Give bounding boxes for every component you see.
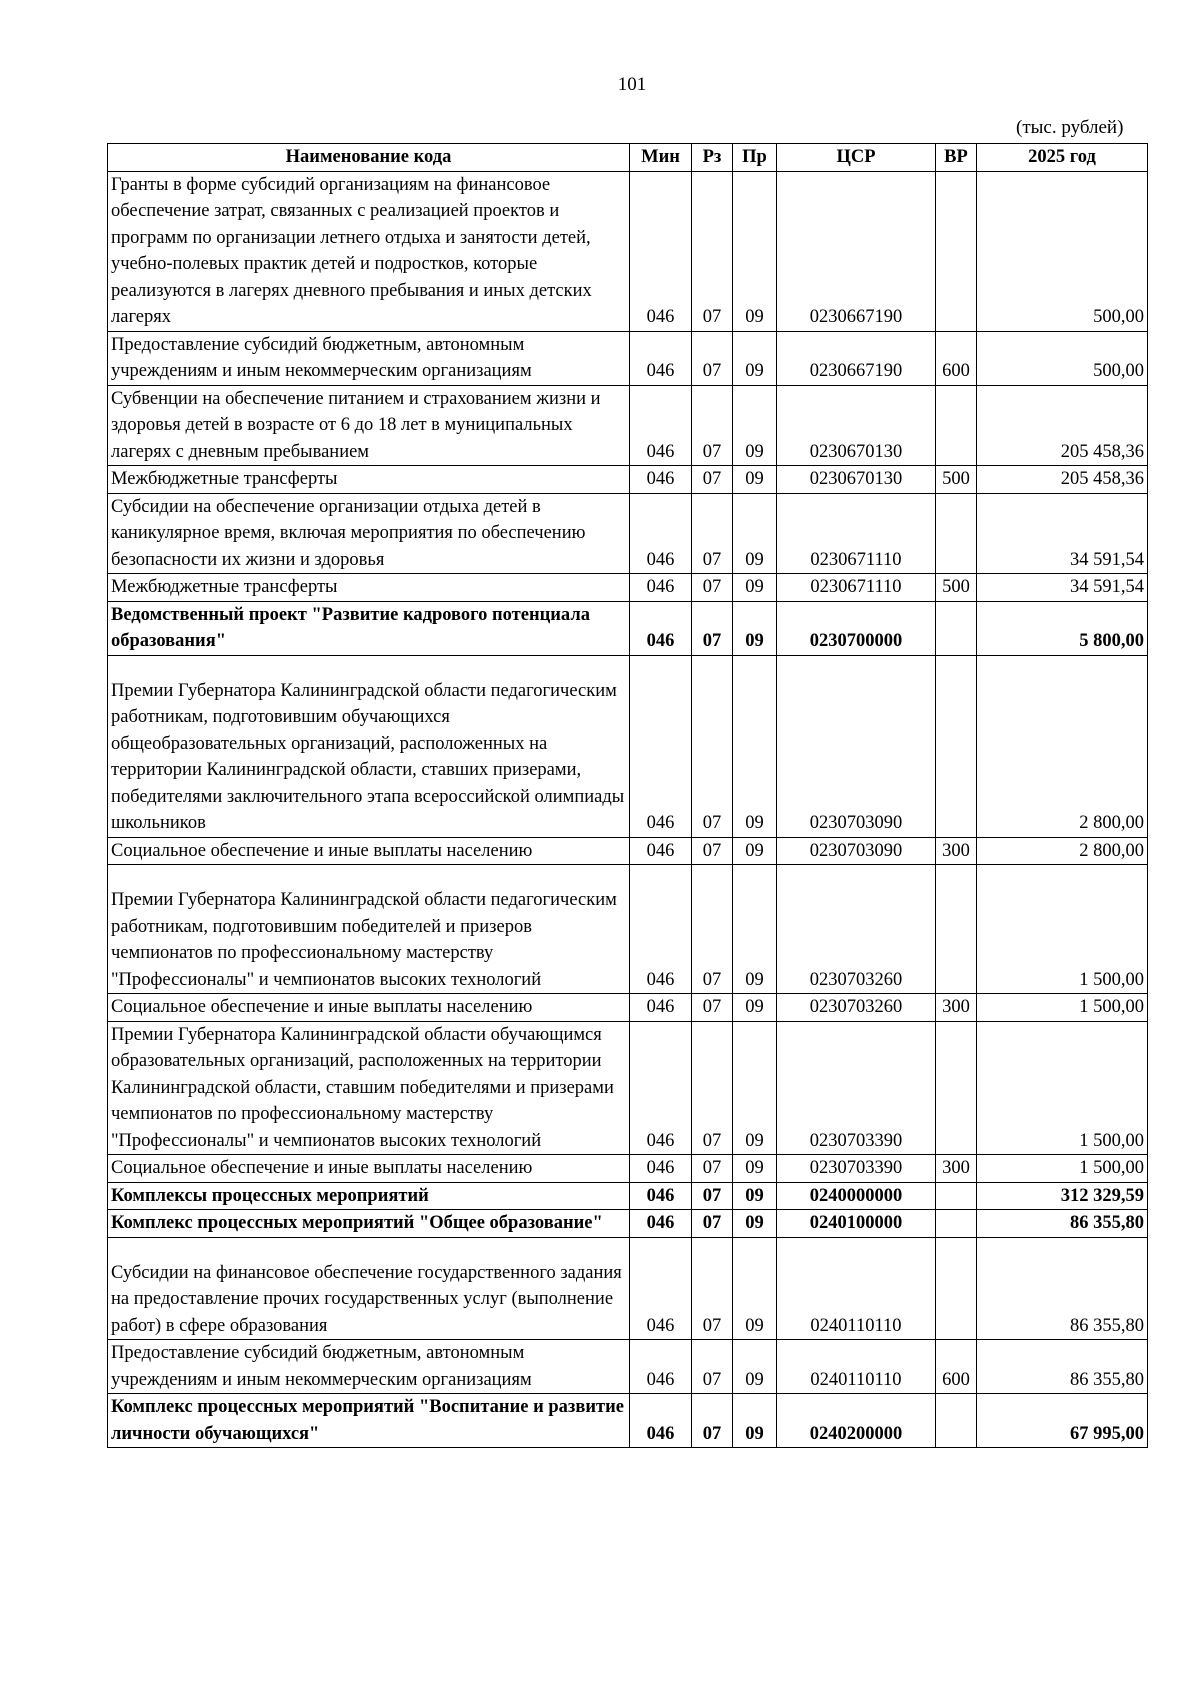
cell-csr: 0230703260 (777, 865, 936, 994)
cell-vr (936, 601, 977, 655)
cell-rz: 07 (692, 493, 733, 574)
cell-name: Гранты в форме субсидий организациям на финансовое обеспечение затрат, связанных с реализацией проектов и программ по организации летнего отдыха и занятости детей, учебно-полевых практик детей и подростков, которые реализуются в лагерях дневного пребывания и иных детских лагерях (108, 171, 630, 331)
cell-csr: 0230670130 (777, 385, 936, 466)
cell-name: Премии Губернатора Калининградской области обучающимся образовательных организаций, расположенных на территории Калининградской области, ставшим победителями и призерами чемпионатов по профессиональному мастерству "Профессионалы" и чемпионатов высоких технологий (108, 1021, 630, 1155)
cell-csr: 0230703090 (777, 655, 936, 837)
table-row (108, 1155, 1148, 1183)
cell-rz: 07 (692, 385, 733, 466)
table-row (108, 385, 1148, 466)
cell-pr: 09 (733, 574, 777, 602)
cell-vr: 600 (936, 331, 977, 385)
cell-pr: 09 (733, 1394, 777, 1448)
cell-min: 046 (630, 1021, 692, 1155)
cell-min: 046 (630, 837, 692, 865)
cell-vr (936, 1210, 977, 1238)
cell-pr: 09 (733, 1182, 777, 1210)
cell-amount: 67 995,00 (977, 1394, 1148, 1448)
table-row (108, 1237, 1148, 1340)
cell-amount: 2 800,00 (977, 655, 1148, 837)
cell-rz: 07 (692, 601, 733, 655)
table-header-row (108, 144, 1148, 172)
cell-vr (936, 655, 977, 837)
cell-vr (936, 1237, 977, 1340)
cell-rz: 07 (692, 865, 733, 994)
cell-name: Субсидии на обеспечение организации отдыха детей в каникулярное время, включая мероприятия по обеспечению безопасности их жизни и здоровья (108, 493, 630, 574)
cell-min: 046 (630, 466, 692, 494)
table-row (108, 466, 1148, 494)
cell-amount: 5 800,00 (977, 601, 1148, 655)
cell-amount: 500,00 (977, 331, 1148, 385)
cell-csr: 0230703390 (777, 1155, 936, 1183)
cell-csr: 0230703390 (777, 1021, 936, 1155)
cell-vr (936, 1021, 977, 1155)
cell-min: 046 (630, 171, 692, 331)
cell-min: 046 (630, 1155, 692, 1183)
cell-csr: 0230671110 (777, 574, 936, 602)
cell-csr: 0230703260 (777, 994, 936, 1022)
table-row (108, 865, 1148, 994)
header-min: Мин (630, 144, 692, 172)
cell-pr: 09 (733, 171, 777, 331)
cell-amount: 205 458,36 (977, 385, 1148, 466)
cell-vr (936, 1394, 977, 1448)
cell-rz: 07 (692, 655, 733, 837)
cell-min: 046 (630, 1340, 692, 1394)
table-row (108, 1182, 1148, 1210)
table-row (108, 1021, 1148, 1155)
cell-pr: 09 (733, 1340, 777, 1394)
header-pr: Пр (733, 144, 777, 172)
cell-min: 046 (630, 601, 692, 655)
table-row (108, 574, 1148, 602)
cell-min: 046 (630, 1182, 692, 1210)
cell-vr: 300 (936, 1155, 977, 1183)
cell-min: 046 (630, 865, 692, 994)
cell-csr: 0230671110 (777, 493, 936, 574)
cell-pr: 09 (733, 1210, 777, 1238)
cell-vr: 300 (936, 837, 977, 865)
cell-vr (936, 865, 977, 994)
cell-rz: 07 (692, 1021, 733, 1155)
cell-csr: 0240100000 (777, 1210, 936, 1238)
cell-rz: 07 (692, 1340, 733, 1394)
cell-pr: 09 (733, 865, 777, 994)
cell-name: Премии Губернатора Калининградской области педагогическим работникам, подготовившим обучающихся общеобразовательных организаций, расположенных на территории Калининградской области, ставших призерами, победителями заключительного этапа всероссийской олимпиады школьников (108, 655, 630, 837)
cell-min: 046 (630, 655, 692, 837)
cell-name: Комплекс процессных мероприятий "Воспитание и развитие личности обучающихся" (108, 1394, 630, 1448)
cell-csr: 0230670130 (777, 466, 936, 494)
table-body (108, 171, 1148, 1448)
cell-vr (936, 171, 977, 331)
cell-vr: 500 (936, 466, 977, 494)
table-row (108, 601, 1148, 655)
cell-rz: 07 (692, 1210, 733, 1238)
cell-rz: 07 (692, 994, 733, 1022)
table-row (108, 837, 1148, 865)
cell-rz: 07 (692, 171, 733, 331)
table-row (108, 1394, 1148, 1448)
cell-csr: 0230667190 (777, 331, 936, 385)
cell-pr: 09 (733, 1021, 777, 1155)
cell-name: Субсидии на финансовое обеспечение государственного задания на предоставление прочих государственных услуг (выполнение работ) в сфере образования (108, 1237, 630, 1340)
cell-pr: 09 (733, 493, 777, 574)
header-vr: ВР (936, 144, 977, 172)
cell-amount: 205 458,36 (977, 466, 1148, 494)
cell-amount: 86 355,80 (977, 1237, 1148, 1340)
cell-rz: 07 (692, 1237, 733, 1340)
cell-csr: 0240110110 (777, 1237, 936, 1340)
cell-name: Социальное обеспечение и иные выплаты населению (108, 994, 630, 1022)
header-csr: ЦСР (777, 144, 936, 172)
cell-rz: 07 (692, 1155, 733, 1183)
cell-rz: 07 (692, 466, 733, 494)
cell-pr: 09 (733, 601, 777, 655)
table-row (108, 994, 1148, 1022)
cell-min: 046 (630, 994, 692, 1022)
cell-name: Социальное обеспечение и иные выплаты населению (108, 837, 630, 865)
cell-csr: 0240000000 (777, 1182, 936, 1210)
cell-pr: 09 (733, 837, 777, 865)
cell-rz: 07 (692, 331, 733, 385)
cell-rz: 07 (692, 837, 733, 865)
cell-pr: 09 (733, 385, 777, 466)
cell-rz: 07 (692, 1394, 733, 1448)
cell-name: Межбюджетные трансферты (108, 574, 630, 602)
cell-amount: 312 329,59 (977, 1182, 1148, 1210)
table-row (108, 493, 1148, 574)
units-label: (тыс. рублей) (1016, 117, 1124, 138)
cell-amount: 86 355,80 (977, 1340, 1148, 1394)
cell-pr: 09 (733, 994, 777, 1022)
cell-name: Межбюджетные трансферты (108, 466, 630, 494)
header-name: Наименование кода (108, 144, 630, 172)
cell-csr: 0230700000 (777, 601, 936, 655)
cell-csr: 0230667190 (777, 171, 936, 331)
budget-table (107, 143, 1148, 1448)
cell-name: Ведомственный проект "Развитие кадрового потенциала образования" (108, 601, 630, 655)
cell-amount: 1 500,00 (977, 994, 1148, 1022)
cell-pr: 09 (733, 331, 777, 385)
table-row (108, 331, 1148, 385)
cell-csr: 0230703090 (777, 837, 936, 865)
cell-amount: 1 500,00 (977, 1021, 1148, 1155)
cell-vr: 600 (936, 1340, 977, 1394)
cell-name: Социальное обеспечение и иные выплаты населению (108, 1155, 630, 1183)
cell-name: Субвенции на обеспечение питанием и страхованием жизни и здоровья детей в возрасте от 6 до 18 лет в муниципальных лагерях с дневным пребыванием (108, 385, 630, 466)
cell-min: 046 (630, 385, 692, 466)
cell-pr: 09 (733, 466, 777, 494)
cell-vr: 500 (936, 574, 977, 602)
cell-amount: 34 591,54 (977, 493, 1148, 574)
cell-amount: 1 500,00 (977, 1155, 1148, 1183)
table-row (108, 1340, 1148, 1394)
cell-amount: 2 800,00 (977, 837, 1148, 865)
cell-vr (936, 1182, 977, 1210)
cell-pr: 09 (733, 1237, 777, 1340)
cell-min: 046 (630, 1237, 692, 1340)
cell-name: Комплексы процессных мероприятий (108, 1182, 630, 1210)
cell-name: Предоставление субсидий бюджетным, автономным учреждениям и иным некоммерческим организациям (108, 1340, 630, 1394)
cell-min: 046 (630, 1394, 692, 1448)
cell-amount: 1 500,00 (977, 865, 1148, 994)
table-row (108, 655, 1148, 837)
cell-pr: 09 (733, 655, 777, 837)
cell-min: 046 (630, 1210, 692, 1238)
header-rz: Рз (692, 144, 733, 172)
cell-vr: 300 (936, 994, 977, 1022)
header-year: 2025 год (977, 144, 1148, 172)
cell-min: 046 (630, 493, 692, 574)
page-number: 101 (617, 74, 647, 95)
cell-min: 046 (630, 331, 692, 385)
cell-vr (936, 493, 977, 574)
cell-amount: 86 355,80 (977, 1210, 1148, 1238)
cell-amount: 34 591,54 (977, 574, 1148, 602)
cell-name: Премии Губернатора Калининградской области педагогическим работникам, подготовившим победителей и призеров чемпионатов по профессиональному мастерству "Профессионалы" и чемпионатов высоких технологий (108, 865, 630, 994)
cell-min: 046 (630, 574, 692, 602)
cell-vr (936, 385, 977, 466)
cell-csr: 0240110110 (777, 1340, 936, 1394)
table-row (108, 171, 1148, 331)
cell-name: Предоставление субсидий бюджетным, автономным учреждениям и иным некоммерческим организациям (108, 331, 630, 385)
cell-rz: 07 (692, 574, 733, 602)
table-row (108, 1210, 1148, 1238)
cell-csr: 0240200000 (777, 1394, 936, 1448)
cell-rz: 07 (692, 1182, 733, 1210)
cell-name: Комплекс процессных мероприятий "Общее образование" (108, 1210, 630, 1238)
cell-pr: 09 (733, 1155, 777, 1183)
cell-amount: 500,00 (977, 171, 1148, 331)
